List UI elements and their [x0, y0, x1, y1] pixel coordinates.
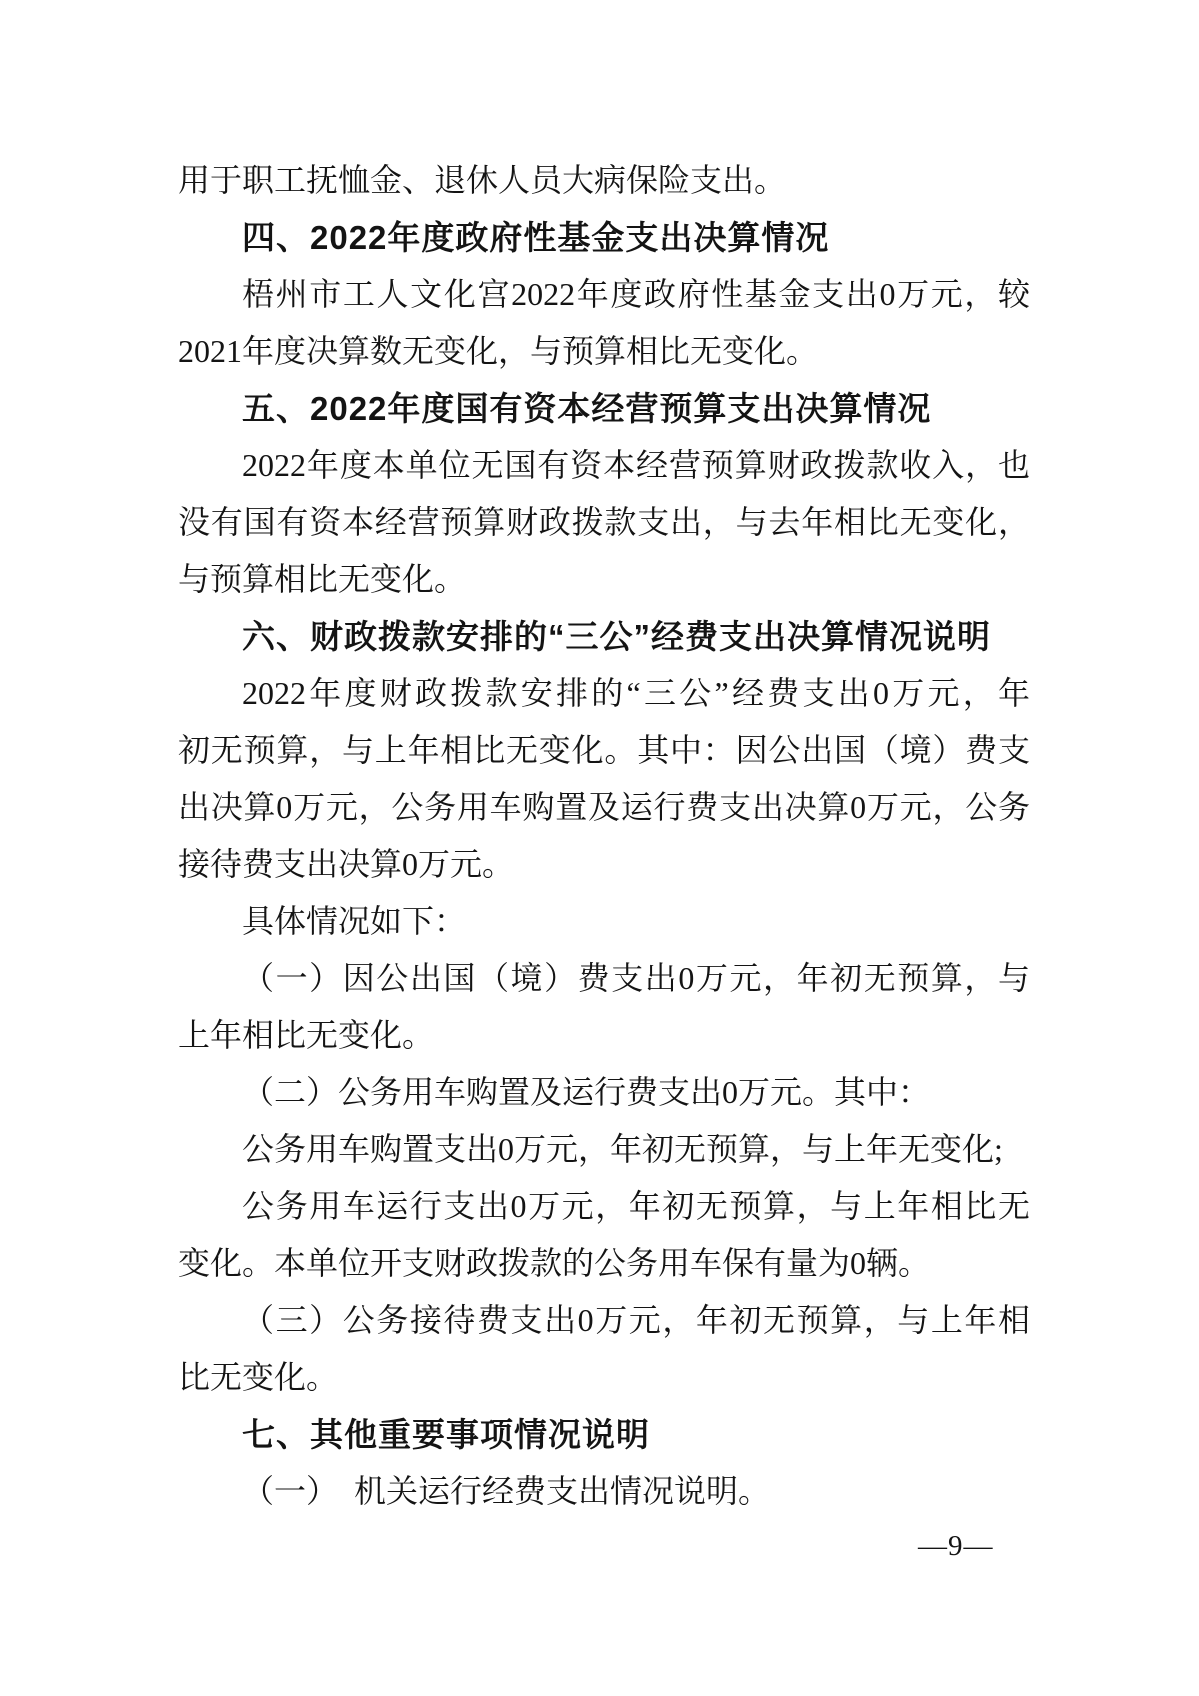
body-text-line: 具体情况如下：	[242, 903, 467, 939]
body-text-line: 2022年度财政拨款安排的“三公”经费支出0万元，年	[242, 675, 1030, 711]
body-text-line: 接待费支出决算0万元。	[178, 846, 515, 882]
section-heading: 四、2022年度政府性基金支出决算情况	[242, 219, 830, 256]
body-text-line: 公务用车购置支出0万元，年初无预算，与上年无变化;	[242, 1131, 1003, 1167]
body-text-line: 梧州市工人文化宫2022年度政府性基金支出0万元，较	[242, 276, 1030, 312]
body-text-line: 用于职工抚恤金、退休人员大病保险支出。	[178, 162, 787, 198]
section-heading: 五、2022年度国有资本经营预算支出决算情况	[242, 390, 932, 427]
body-text-line: 上年相比无变化。	[178, 1017, 435, 1053]
body-text-line: 初无预算，与上年相比无变化。其中：因公出国（境）费支	[178, 732, 1030, 768]
document-text-block	[178, 152, 1030, 1520]
body-text-line: 出决算0万元，公务用车购置及运行费支出决算0万元，公务	[178, 789, 1030, 825]
body-text-line: 2021年度决算数无变化，与预算相比无变化。	[178, 333, 819, 369]
section-heading: 六、财政拨款安排的“三公”经费支出决算情况说明	[242, 618, 991, 655]
body-text-line: 变化。本单位开支财政拨款的公务用车保有量为0辆。	[178, 1245, 931, 1281]
body-text-line: 比无变化。	[178, 1359, 339, 1395]
body-text-line: 没有国有资本经营预算财政拨款支出，与去年相比无变化，	[178, 504, 1030, 540]
body-text-line: （二）公务用车购置及运行费支出0万元。其中：	[242, 1074, 931, 1110]
section-heading: 七、其他重要事项情况说明	[242, 1416, 650, 1453]
body-text-line: （一）因公出国（境）费支出0万元，年初无预算，与	[242, 960, 1030, 996]
page-number: —9—	[918, 1530, 994, 1562]
body-text-line: （三）公务接待费支出0万元，年初无预算，与上年相	[242, 1302, 1030, 1338]
body-text-line: 与预算相比无变化。	[178, 561, 467, 597]
body-text-line: 公务用车运行支出0万元，年初无预算，与上年相比无	[242, 1188, 1030, 1224]
body-text-line: （一） 机关运行经费支出情况说明。	[242, 1473, 771, 1509]
body-text-line: 2022年度本单位无国有资本经营预算财政拨款收入，也	[242, 447, 1030, 483]
